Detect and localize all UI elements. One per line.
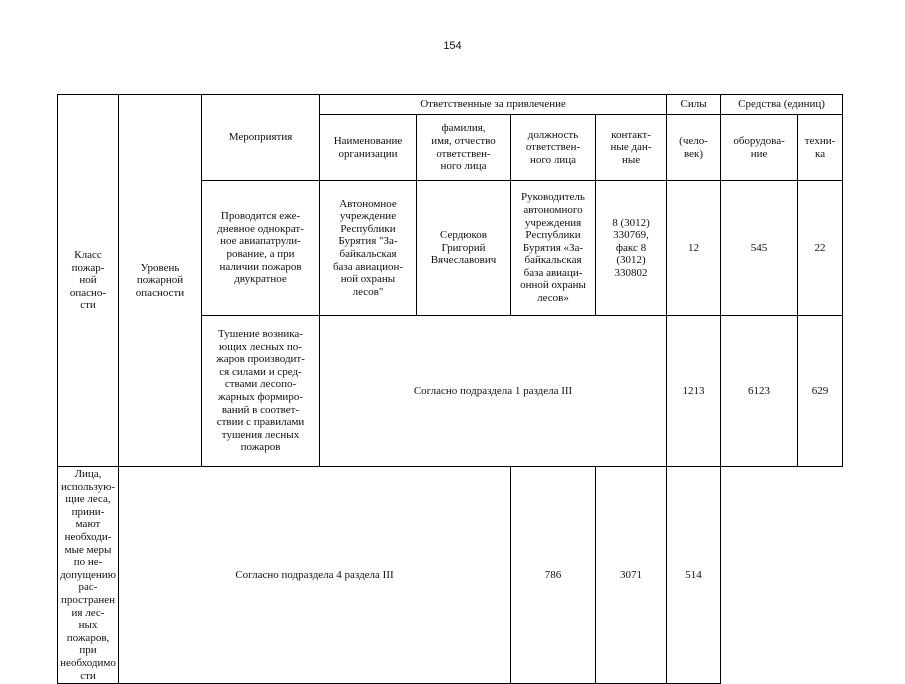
- measure-text: Тушение возника- ющих лесных по- жаров производит- ся силами и сред- ствами лесопо- жарных формиро- ваний в соответ- ствии с правилами тушения лесных пожаров: [216, 328, 305, 454]
- equipment-cell: 3071: [596, 467, 667, 684]
- forces-header: Силы: [680, 98, 707, 111]
- machinery-header-cell: [798, 115, 843, 181]
- fire-danger-measures-table: [57, 94, 843, 684]
- position-text: Руководитель автономного учреждения Республики Бурятия «За- байкальская база авиаци- онной охраны лесов»: [520, 191, 586, 305]
- reference-text: Согласно подраздела 1 раздела III: [413, 384, 573, 397]
- position-header: должность ответствен- ного лица: [525, 128, 581, 166]
- machinery-cell: 22: [798, 181, 843, 316]
- person-text: Сердюков Григорий Вячеславович: [430, 229, 497, 267]
- people-header-cell: [667, 115, 721, 181]
- measure-cell: [202, 181, 320, 316]
- people-cell: 1213: [667, 316, 721, 467]
- measure-text: Лица, использую- щие леса, прини- мают необходи- мые меры по не- допущению рас- пространения лес- ных пожаров, при необходимости: [60, 468, 116, 682]
- means-header: Средства (единиц): [738, 98, 825, 111]
- org-name-header-cell: [320, 115, 417, 181]
- people-cell: 12: [667, 181, 721, 316]
- machinery-header: техни- ка: [804, 134, 836, 160]
- machinery-cell: 514: [667, 467, 721, 684]
- measures-header-cell: [202, 95, 320, 181]
- responsible-header-cell: [320, 95, 667, 115]
- contacts-text: 8 (3012) 330769, факс 8 (3012) 330802: [612, 216, 650, 279]
- people-header: (чело- век): [679, 134, 708, 160]
- contacts-cell: [596, 181, 667, 316]
- means-header-cell: [721, 95, 843, 115]
- table-row: [58, 467, 843, 684]
- org-cell: [320, 181, 417, 316]
- people-cell: 786: [511, 467, 596, 684]
- merged-reference-cell: [320, 316, 667, 467]
- measure-cell: [202, 316, 320, 467]
- equipment-cell: 545: [721, 181, 798, 316]
- measure-cell: [58, 467, 119, 684]
- reference-text: Согласно подраздела 4 раздела III: [235, 568, 394, 581]
- equipment-header: оборудова- ние: [733, 134, 785, 160]
- position-cell: [511, 181, 596, 316]
- level-header: Уровень пожарной опасности: [135, 261, 185, 299]
- person-cell: [417, 181, 511, 316]
- responsible-header: Ответственные за привлечение: [420, 98, 566, 111]
- measures-header: Мероприятия: [228, 131, 293, 144]
- position-header-cell: [511, 115, 596, 181]
- equipment-cell: 6123: [721, 316, 798, 467]
- contacts-header-cell: [596, 115, 667, 181]
- contacts-header: контакт- ные дан- ные: [610, 128, 652, 166]
- class-column: [58, 95, 119, 467]
- level-column: [119, 95, 202, 467]
- class-header: Класс пожар- ной опасно- сти: [69, 249, 107, 312]
- forces-header-cell: [667, 95, 721, 115]
- equipment-header-cell: [721, 115, 798, 181]
- header-row-1: [58, 95, 843, 115]
- page-number: 154: [443, 40, 462, 52]
- machinery-cell: 629: [798, 316, 843, 467]
- person-name-header-cell: [417, 115, 511, 181]
- person-name-header: фамилия, имя, отчество ответствен- ного лица: [431, 122, 496, 173]
- measure-text: Проводится еже- дневное однократ- ное авиапатрули- рование, а при наличии пожаров двукратное: [217, 210, 304, 286]
- merged-reference-cell: [119, 467, 511, 684]
- org-text: Автономное учреждение Республики Бурятия "За- байкальская база авиацион- ной охраны лесов": [332, 197, 404, 298]
- org-name-header: Наименование организации: [333, 134, 403, 160]
